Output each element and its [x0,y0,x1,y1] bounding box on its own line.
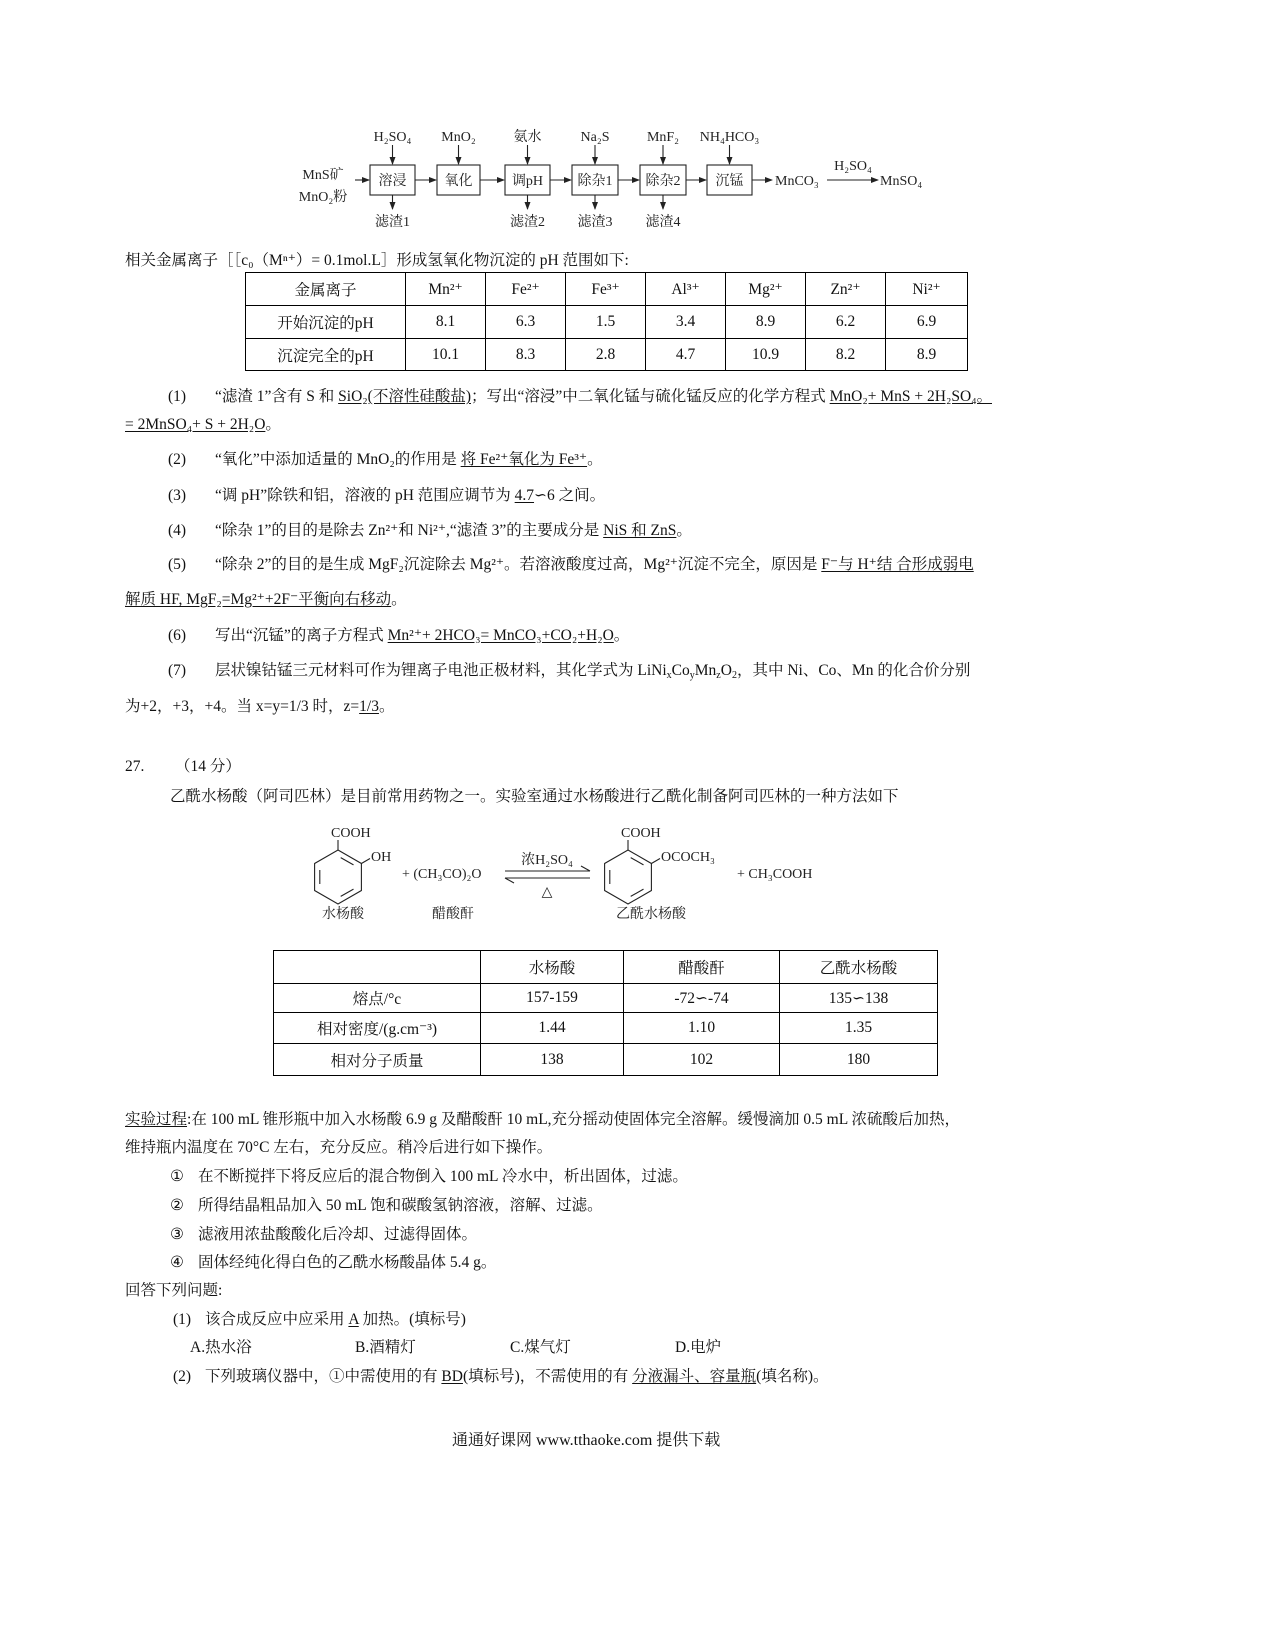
question-1-continued [125,415,281,435]
question-7 [168,661,970,681]
table-cell: 135∽138 [780,984,938,1013]
bond [651,859,660,864]
question-number: (2) [168,451,187,468]
question-number: (5) [168,556,187,573]
procedure-step [170,1225,477,1245]
table-cell: 102 [624,1044,780,1076]
process-flowchart [280,120,940,240]
formula-part: O [720,662,732,679]
question-text: 。 [587,451,603,468]
problem-score: （14 分） [175,758,241,775]
reagent-label: MnF₂ [646,130,680,145]
procedure-line-1 [125,1110,960,1130]
table-cell: 10.9 [726,339,806,371]
table-cell: 1.5 [566,306,646,339]
feed-ore-label: MnS矿 [302,168,344,183]
procedure-label: 实验过程 [125,1111,188,1128]
table-cell: 2.8 [566,339,646,371]
step-mark: ③ [170,1226,184,1243]
answer-text: Mn²⁺+ 2HCO₃= MnCO₃+CO₂+H₂O [387,627,614,644]
option-b: B.酒精灯 [355,1339,416,1356]
bond [361,859,370,864]
formula-subscript: x [666,670,672,681]
answer-text: 将 Fe²⁺氧化为 Fe³⁺ [460,451,588,468]
answer-text: MnO₂+ MnS + 2H₂SO₄。 [829,388,993,405]
table-row [274,984,938,1013]
residue-label: 滤渣3 [577,215,613,230]
table-cell: 6.3 [486,306,566,339]
feed-powder-label: MnO₂粉 [298,190,348,205]
table-cell: -72∽-74 [624,984,780,1013]
product-mnso4-label: MnSO₄ [880,174,923,189]
header-cell: Mg²⁺ [726,273,806,306]
benzene-ring [605,850,652,904]
table-cell: 8.2 [806,339,886,371]
header-cell: 金属离子 [246,273,406,306]
step-mark: ④ [170,1254,184,1271]
step-text: 在不断搅拌下将反应后的混合物倒入 100 mL 冷水中，析出固体，过滤。 [198,1168,688,1185]
question-text: 。 [378,698,395,715]
reagent-formula: + (CH₃CO)₂O [402,867,482,882]
question-text: 。 [265,416,281,433]
table-cell: 8.9 [726,306,806,339]
question-1 [168,387,992,407]
question-number: (1) [173,1311,192,1328]
row-label: 相对密度/(g.cm⁻³) [274,1013,481,1044]
forward-arrowhead [581,866,590,871]
step-label: 除杂1 [577,174,613,189]
question-number: (6) [168,627,187,644]
table-row [246,306,968,339]
question-text: “除杂 2”的目的是生成 MgF₂沉淀除去 Mg²⁺。若溶液酸度过高，Mg²⁺沉淀不完全，原因是 [215,556,822,573]
question-text: 。 [613,627,630,644]
answer-text: 4.7 [514,487,535,504]
step-label: 调pH [511,174,544,189]
question-5-continued [125,590,407,610]
question-3 [168,486,605,506]
question-text: “滤渣 1”含有 S 和 [215,388,339,405]
header-cell: 醋酸酐 [624,951,780,984]
question-text: ∽6 之间。 [534,487,606,504]
row-label: 熔点/°c [274,984,481,1013]
table-row [274,1044,938,1076]
page-footer: 通通好课网 www.tthaoke.com 提供下载 [452,1432,721,1449]
product-name: 乙酰水杨酸 [616,907,686,922]
header-cell: Al³⁺ [646,273,726,306]
reagent-name: 醋酸酐 [432,907,474,922]
question-4 [168,521,692,541]
table-cell: 6.2 [806,306,886,339]
header-cell: Mn²⁺ [406,273,486,306]
option-c: C.煤气灯 [510,1339,571,1356]
reverse-arrowhead [505,878,514,883]
option-a: A.热水浴 [190,1339,252,1356]
procedure-step [170,1167,688,1187]
reactant-name: 水杨酸 [322,907,364,922]
step-label: 除杂2 [645,174,681,189]
question-text: 该合成反应中应采用 [205,1311,349,1328]
question-number: (2) [173,1368,192,1385]
header-cell: Ni²⁺ [886,273,968,306]
question-text: 层状镍钴锰三元材料可作为锂离子电池正极材料，其化学式为 LiNi [215,662,667,679]
question-text: “氧化”中添加适量的 MnO₂的作用是 [215,451,461,468]
byproduct-formula: + CH₃COOH [737,867,813,882]
option-d: D.电炉 [675,1339,722,1356]
header-cell: Fe²⁺ [486,273,566,306]
question-text: (填名称)。 [756,1368,829,1385]
problem-intro: 乙酰水杨酸（阿司匹林）是目前常用药物之一。实验室通过水杨酸进行乙酰化制备阿司匹林的一种方法如下 [170,788,899,805]
answer-text: = 2MnSO₄+ S + 2H₂O [125,416,266,433]
question-2 [168,450,603,470]
formula-part: Mn [694,662,717,679]
step-text: 滤液用浓盐酸酸化后冷却、过滤得固体。 [198,1226,478,1243]
table-cell: 4.7 [646,339,726,371]
question-text: 。 [391,591,407,608]
carboxyl-group-label: COOH [621,826,661,841]
header-cell: Fe³⁺ [566,273,646,306]
table-cell: 10.1 [406,339,486,371]
procedure-text: :在 100 mL 锥形瓶中加入水杨酸 6.9 g 及醋酸酐 10 mL,充分摇动使固体完全溶解。缓慢滴加 0.5 mL 浓硫酸后加热， [187,1111,960,1128]
step-text: 所得结晶粗品加入 50 mL 饱和碳酸氢钠溶液，溶解、过滤。 [198,1197,603,1214]
table-cell: 8.9 [886,339,968,371]
step-label: 溶浸 [378,174,407,189]
reagent-label: MnO₂ [441,130,476,145]
question-text: 写出“沉锰”的离子方程式 [215,627,388,644]
residue-label: 滤渣2 [510,215,545,230]
answer-text: 分液漏斗、容量瓶 [632,1368,757,1385]
table-header-row [246,273,968,306]
product-mnco3-label: MnCO₃ [775,174,819,189]
residue-label: 滤渣4 [645,215,681,230]
procedure-step [170,1196,603,1216]
answer-text: NiS 和 ZnS [603,522,677,539]
table-cell: 180 [780,1044,938,1076]
question-text: ；写出“溶浸”中二氧化锰与硫化锰反应的化学方程式 [471,388,830,405]
table-cell: 8.3 [486,339,566,371]
question-text: 。 [676,522,692,539]
question-text: “除杂 1”的目的是除去 Zn²⁺和 Ni²⁺,“滤渣 3”的主要成分是 [215,522,604,539]
table-header-row [274,951,938,984]
residue-label: 滤渣1 [375,215,410,230]
question-6 [168,626,629,646]
catalyst-label: 浓H₂SO₄ [521,853,573,868]
table-cell: 1.35 [780,1013,938,1044]
table-cell: 3.4 [646,306,726,339]
step-label: 沉锰 [715,174,744,189]
final-reagent-label: H₂SO₄ [834,159,872,174]
carboxyl-group-label: COOH [331,826,371,841]
row-label: 开始沉淀的pH [246,306,406,339]
table-cell: 6.9 [886,306,968,339]
table-cell: 138 [481,1044,624,1076]
answer-text: 解质 HF, MgF₂=Mg²⁺+2F⁻平衡向右移动 [125,591,392,608]
header-cell: Zn²⁺ [806,273,886,306]
reagent-label: H₂SO₄ [373,130,412,145]
step-label: 氧化 [444,174,473,189]
question-text: 为+2，+3，+4。当 x=y=1/3 时，z= [125,698,360,715]
question-text: ，其中 Ni、Co、Mn 的化合价分别 [736,662,971,679]
table-row [246,339,968,371]
heat-symbol: △ [541,885,553,900]
reagent-label: Na₂S [580,130,610,145]
question-text: 加热。(填标号) [358,1311,466,1328]
answer-heading: 回答下列问题: [125,1282,223,1299]
answer-text: 1/3 [359,698,379,715]
answer-text: F⁻与 H⁺结 合形成弱电 [821,556,974,573]
sub-question-1 [173,1310,466,1330]
procedure-line-2: 维持瓶内温度在 70°C 左右，充分反应。稍冷后进行如下操作。 [125,1139,553,1156]
precipitation-ph-table [245,272,968,371]
formula-subscript: y [689,670,695,681]
row-label: 相对分子质量 [274,1044,481,1076]
header-cell-empty [274,951,481,984]
formula-part: Co [671,662,690,679]
double-bond [341,858,354,865]
answer-text: A [348,1311,359,1328]
question-text: “调 pH”除铁和铝，溶液的 pH 范围应调节为 [215,487,515,504]
table-intro: 相关金属离子［［c₀（Mⁿ⁺）= 0.1mol.L］形成氢氧化物沉淀的 pH 范围如下: [125,252,629,269]
sub-question-2 [173,1367,828,1387]
table-row [274,1013,938,1044]
table-cell: 8.1 [406,306,486,339]
step-mark: ② [170,1197,184,1214]
step-mark: ① [170,1168,184,1185]
acetoxy-group-label: OCOCH₃ [661,850,715,865]
answer-text: SiO₂(不溶性硅酸盐) [338,388,471,405]
step-text: 固体经纯化得白色的乙酰水杨酸晶体 5.4 g。 [198,1254,497,1271]
reagent-label: NH₄HCO₃ [699,130,760,145]
answer-text: BD [441,1368,463,1385]
question-text: (填标号)，不需使用的有 [462,1368,633,1385]
row-label: 沉淀完全的pH [246,339,406,371]
properties-table [273,950,938,1076]
hydroxyl-group-label: OH [371,850,392,865]
question-text: 下列玻璃仪器中，①中需使用的有 [205,1368,442,1385]
double-bond [631,889,644,896]
formula-subscript: z [716,670,721,681]
problem-number: 27. [125,758,145,775]
double-bond [341,889,354,896]
question-7-continued [125,697,394,717]
double-bond [631,858,644,865]
table-cell: 1.10 [624,1013,780,1044]
reagent-label: 氨水 [513,130,542,145]
reaction-scheme [290,815,850,930]
benzene-ring [315,850,362,904]
table-cell: 1.44 [481,1013,624,1044]
header-cell: 水杨酸 [481,951,624,984]
table-cell: 157-159 [481,984,624,1013]
formula-subscript: 2 [731,670,737,681]
question-number: (7) [168,662,187,679]
procedure-step [170,1253,496,1273]
question-number: (1) [168,388,187,405]
header-cell: 乙酰水杨酸 [780,951,938,984]
question-5 [168,555,974,575]
question-number: (4) [168,522,187,539]
question-number: (3) [168,487,187,504]
